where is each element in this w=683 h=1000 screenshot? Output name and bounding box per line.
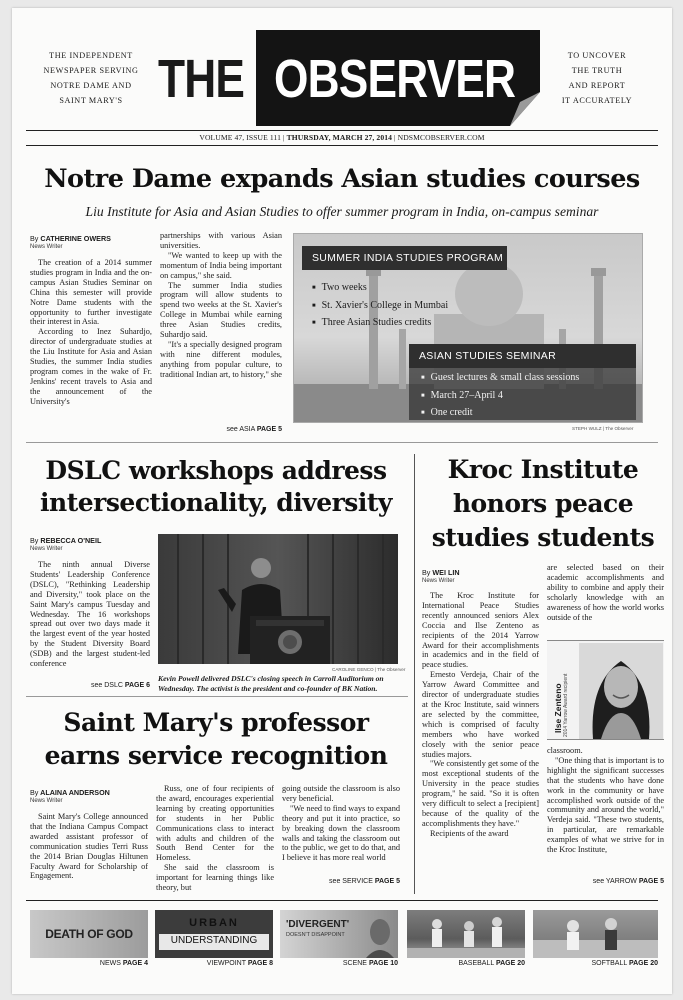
service-column-3	[282, 784, 400, 872]
speaker-photo-illustration	[158, 534, 398, 664]
service-column-1	[30, 812, 148, 892]
jump-page: PAGE 5	[374, 878, 400, 885]
service-headline-line-2[interactable]: earns service recognition	[44, 741, 388, 770]
info-banner-1	[302, 246, 507, 270]
info-title-2: ASIAN STUDIES SEMINAR	[419, 350, 556, 362]
dslc-author: REBECCA O'NEIL	[40, 536, 102, 545]
service-byline	[30, 788, 150, 797]
thumb-viewpoint[interactable]	[155, 910, 273, 958]
info-list-1	[312, 280, 448, 333]
paragraph: partnerships with various Asian universities.	[160, 231, 282, 250]
info-item: ■ One credit	[421, 405, 579, 423]
kroc-byline	[422, 568, 537, 577]
info-list-2	[421, 370, 579, 423]
paragraph: According to Inez Suhardjo, director of undergraduate studies at the Liu Institute for Asia and Asian Studies, the summer India studies program comes in the wake of Fr. Jenkins' recent travels to Asia and the announcement of the University's	[30, 327, 152, 406]
dslc-role: News Writer	[30, 546, 63, 552]
jump-see: see ASIA	[226, 426, 255, 433]
paragraph: "One thing that is important is to highlight the significant successes that the students who have done work in the community or have accomplished work outside of the community and around the world," Verdeja said. "These two students, in particular, are remarkable examples of what we strive for in the Kroc Institute,	[547, 755, 664, 855]
dateline-date: THURSDAY, MARCH 27, 2014	[286, 133, 393, 142]
right-tagline	[542, 48, 652, 108]
thumb-news-text: DEATH OF GOD	[45, 927, 133, 941]
dslc-byline	[30, 536, 150, 545]
service-role: News Writer	[30, 798, 63, 804]
paragraph: The Kroc Institute for International Peace Studies recently announced seniors Alex Coccia and Ilse Zenteno as recipients of the 2014 Yarrow Award for their accomplishments in academics and in the field of peace studies.	[422, 591, 539, 670]
left-tagline-line: NOTRE DAME AND	[50, 81, 132, 90]
thumb-news[interactable]	[30, 910, 148, 958]
thumb-viewpoint-text-2: UNDERSTANDING	[170, 935, 258, 946]
dslc-headline-line-1[interactable]: DSLC workshops address	[45, 456, 387, 485]
thumb-scene-label[interactable]	[280, 960, 398, 967]
dslc-body	[30, 560, 150, 677]
paragraph: are selected based on their academic accomplishments and ability to combine and apply their scholarly knowledge with an awareness of how the world works outside of the	[547, 563, 664, 622]
thumbs-rule	[26, 900, 658, 901]
thumb-scene-text-1: 'DIVERGENT'	[286, 919, 350, 930]
lead-role: News Writer	[30, 244, 63, 250]
dateline-site[interactable]: NDSMCOBSERVER.COM	[397, 133, 485, 142]
kroc-column-2-bottom	[547, 746, 664, 876]
info-item: ■ St. Xavier's College in Mumbai	[312, 298, 448, 316]
jump-see: see DSLC	[90, 682, 123, 689]
right-tagline-line: IT ACCURATELY	[561, 96, 633, 105]
softball-players-illustration	[533, 910, 658, 958]
dslc-byline-block	[30, 536, 150, 553]
thumb-section: NEWS	[99, 960, 121, 967]
right-tagline-line: TO UNCOVER	[567, 51, 627, 60]
newspaper-front-page	[12, 8, 672, 994]
paragraph: "We consistently get some of the most exceptional students of the University in the peace studies program," he said. "So it is often very difficult to select a [recipient] because of the quality of the accomplishments they have."	[422, 759, 539, 828]
page-curl-icon	[510, 92, 540, 126]
lead-jump[interactable]	[160, 426, 282, 433]
kroc-column-1	[422, 591, 539, 891]
thumb-viewpoint-text-1: URBAN	[189, 917, 239, 929]
lead-byline	[30, 234, 150, 243]
dslc-photo[interactable]	[158, 534, 398, 664]
info-item: ■ March 27–April 4	[421, 388, 579, 406]
lead-photo-credit: STEPH WULZ | The Observer	[572, 426, 634, 431]
paragraph: going outside the classroom is also very beneficial.	[282, 784, 400, 803]
thumb-scene[interactable]	[280, 910, 398, 958]
paragraph: The summer India studies program will allow students to spend two weeks at the St. Xavier's College in Mumbai while earning three Asian Studies credits, Suhardjo said.	[160, 280, 282, 340]
thumb-section: SCENE	[342, 960, 367, 967]
service-column-2	[156, 784, 274, 892]
jump-page: PAGE 6	[124, 682, 150, 689]
left-tagline-line: NEWSPAPER SERVING	[43, 66, 139, 75]
thumb-page: PAGE 20	[495, 960, 525, 967]
kroc-photo-label	[549, 645, 573, 737]
jump-see: see SERVICE	[329, 878, 373, 885]
info-banner-2	[409, 344, 636, 368]
kroc-jump[interactable]	[547, 878, 664, 885]
column-divider	[414, 454, 415, 894]
logo-observer: OBSERVER	[274, 49, 516, 109]
byline-label: By	[422, 568, 431, 577]
lead-photo[interactable]	[293, 233, 643, 423]
dateline	[26, 133, 658, 142]
service-headline-line-1[interactable]: Saint Mary's professor	[63, 708, 369, 737]
portrait-illustration	[579, 643, 663, 739]
logo-box	[256, 30, 540, 126]
jump-page: PAGE 5	[256, 426, 282, 433]
right-tagline-line: THE TRUTH	[571, 66, 623, 75]
service-jump[interactable]	[282, 878, 400, 885]
left-tagline-line: SAINT MARY'S	[59, 96, 123, 105]
dslc-headline-line-2[interactable]: intersectionality, diversity	[40, 488, 392, 517]
thumb-section: BASEBALL	[458, 960, 494, 967]
scene-face-illustration	[364, 914, 396, 958]
info-item: ■ Guest lectures & small class sessions	[421, 370, 579, 388]
info-title-1: SUMMER INDIA STUDIES PROGRAM	[312, 252, 504, 264]
dateline-sep: |	[280, 133, 287, 142]
thumb-baseball-label[interactable]	[407, 960, 525, 967]
kroc-photo[interactable]	[547, 640, 664, 740]
thumb-page: PAGE 8	[247, 960, 273, 967]
masthead-rule-bottom	[26, 145, 658, 146]
baseball-players-illustration	[407, 910, 525, 958]
thumb-page: PAGE 20	[628, 960, 658, 967]
masthead-rule-top	[26, 130, 658, 131]
kroc-role: News Writer	[422, 578, 455, 584]
lead-author: CATHERINE OWERS	[40, 234, 111, 243]
section-rule	[26, 442, 658, 443]
info-panel-2	[409, 368, 636, 420]
right-tagline-line: AND REPORT	[568, 81, 626, 90]
thumb-softball-label[interactable]	[533, 960, 658, 967]
paragraph: She said the classroom is important for learning things like theory, but	[156, 863, 274, 892]
kroc-headline-line-1[interactable]: Kroc Institute	[447, 455, 639, 484]
paragraph: Recipients of the award	[430, 828, 509, 838]
kroc-headline-line-3[interactable]: studies students	[431, 523, 655, 552]
paragraph: Ernesto Verdeja, Chair of the Yarrow Award Committee and director of undergraduate studies at the Kroc Institute, said winners are selected by the committee, which is comprised of faculty members who have worked closely with the senior peace studies majors.	[422, 670, 539, 759]
paragraph: "It's a specially designed program with nine different modules, anything from popular culture, to traditional Indian art, to history," she	[160, 339, 282, 379]
jump-see: see YARROW	[592, 878, 637, 885]
dslc-photo-caption: Kevin Powell delivered DSLC's closing speech in Carroll Auditorium on Wednesday. The activist is the president and co-founder of BK Nation.	[158, 674, 384, 693]
dslc-photo-credit: CAROLINE GENCO | The Observer	[332, 667, 406, 672]
jump-page: PAGE 5	[638, 878, 664, 885]
service-author: ALAINA ANDERSON	[40, 788, 110, 797]
thumb-news-label[interactable]	[30, 960, 148, 967]
paragraph: The creation of a 2014 summer studies program in India and the on-campus Asian Studies Seminar on China this semester will provide Notre Dame students with the opportunity to further investigate their interest in Asia.	[30, 258, 152, 327]
thumb-section: VIEWPOINT	[206, 960, 246, 967]
kroc-headline-line-2[interactable]: honors peace	[452, 489, 634, 518]
thumb-section: SOFTBALL	[591, 960, 627, 967]
paragraph: Russ, one of four recipients of the award, encourages experiential learning by creating opportunities for students in her Public Communications class to interact with adults and children of the South Bend Center for the Homeless.	[156, 784, 274, 863]
left-tagline-line: THE INDEPENDENT	[49, 51, 133, 60]
thumb-baseball[interactable]	[407, 910, 525, 958]
section-rule	[26, 696, 408, 697]
dateline-volume: VOLUME 47, ISSUE 111	[199, 133, 281, 142]
kroc-column-2-top	[547, 563, 664, 643]
logo-the: THE	[158, 49, 245, 109]
kroc-photo-name: Ilse Zenteno	[553, 683, 563, 733]
paragraph: Saint Mary's College announced that the Indiana Campus Compact awarded assistant professor of communication studies Terri Russ the 2014 Brian Douglas Hiltunen Faculty Award for Scholarship of Engagement.	[30, 812, 148, 881]
thumb-softball[interactable]	[533, 910, 658, 958]
thumb-scene-text-2: DOESN'T DISAPPOINT	[286, 932, 345, 938]
dateline-sep: |	[392, 133, 398, 142]
byline-label: By	[30, 788, 39, 797]
paragraph: The ninth annual Diverse Students' Leadership Conference (DSLC), "Rethinking Leadership and Diversity," took place on the Saint Mary's campus Tuesday and Wednesday. The 16 workshops spread out over two days made it the largest event of the year hosted by the Student Diversity Board (SDB) and the largest student-led conference	[30, 560, 150, 669]
left-tagline	[36, 48, 146, 108]
service-byline-block	[30, 788, 150, 805]
byline-label: By	[30, 234, 39, 243]
paragraph: "We wanted to keep up with the momentum of India being important on campus," she said.	[160, 250, 282, 280]
paragraph: "We need to find ways to expand theory and put it into practice, so by breaking down the classroom walls and taking the classroom out to the public, we get to do that, and I believe it has more real world	[282, 803, 400, 863]
dslc-jump[interactable]	[30, 682, 150, 689]
lead-column-2	[160, 231, 282, 423]
kroc-photo-sub: 2014 Yarrow Award recipient	[563, 673, 569, 737]
thumb-viewpoint-label[interactable]	[155, 960, 273, 967]
lead-headline[interactable]: Notre Dame expands Asian studies courses	[44, 164, 640, 194]
thumb-page: PAGE 10	[368, 960, 398, 967]
thumb-page: PAGE 4	[122, 960, 148, 967]
lead-deck: Liu Institute for Asia and Asian Studies to offer summer program in India, on-campus seminar	[85, 204, 599, 219]
lead-byline-block	[30, 234, 150, 251]
paragraph: classroom.	[547, 746, 583, 755]
lead-column-1	[30, 258, 152, 423]
kroc-author: WEI LIN	[432, 568, 460, 577]
info-item: ■ Two weeks	[312, 280, 448, 298]
byline-label: By	[30, 536, 39, 545]
kroc-byline-block	[422, 568, 537, 585]
info-item: ■ Three Asian Studies credits	[312, 315, 448, 333]
